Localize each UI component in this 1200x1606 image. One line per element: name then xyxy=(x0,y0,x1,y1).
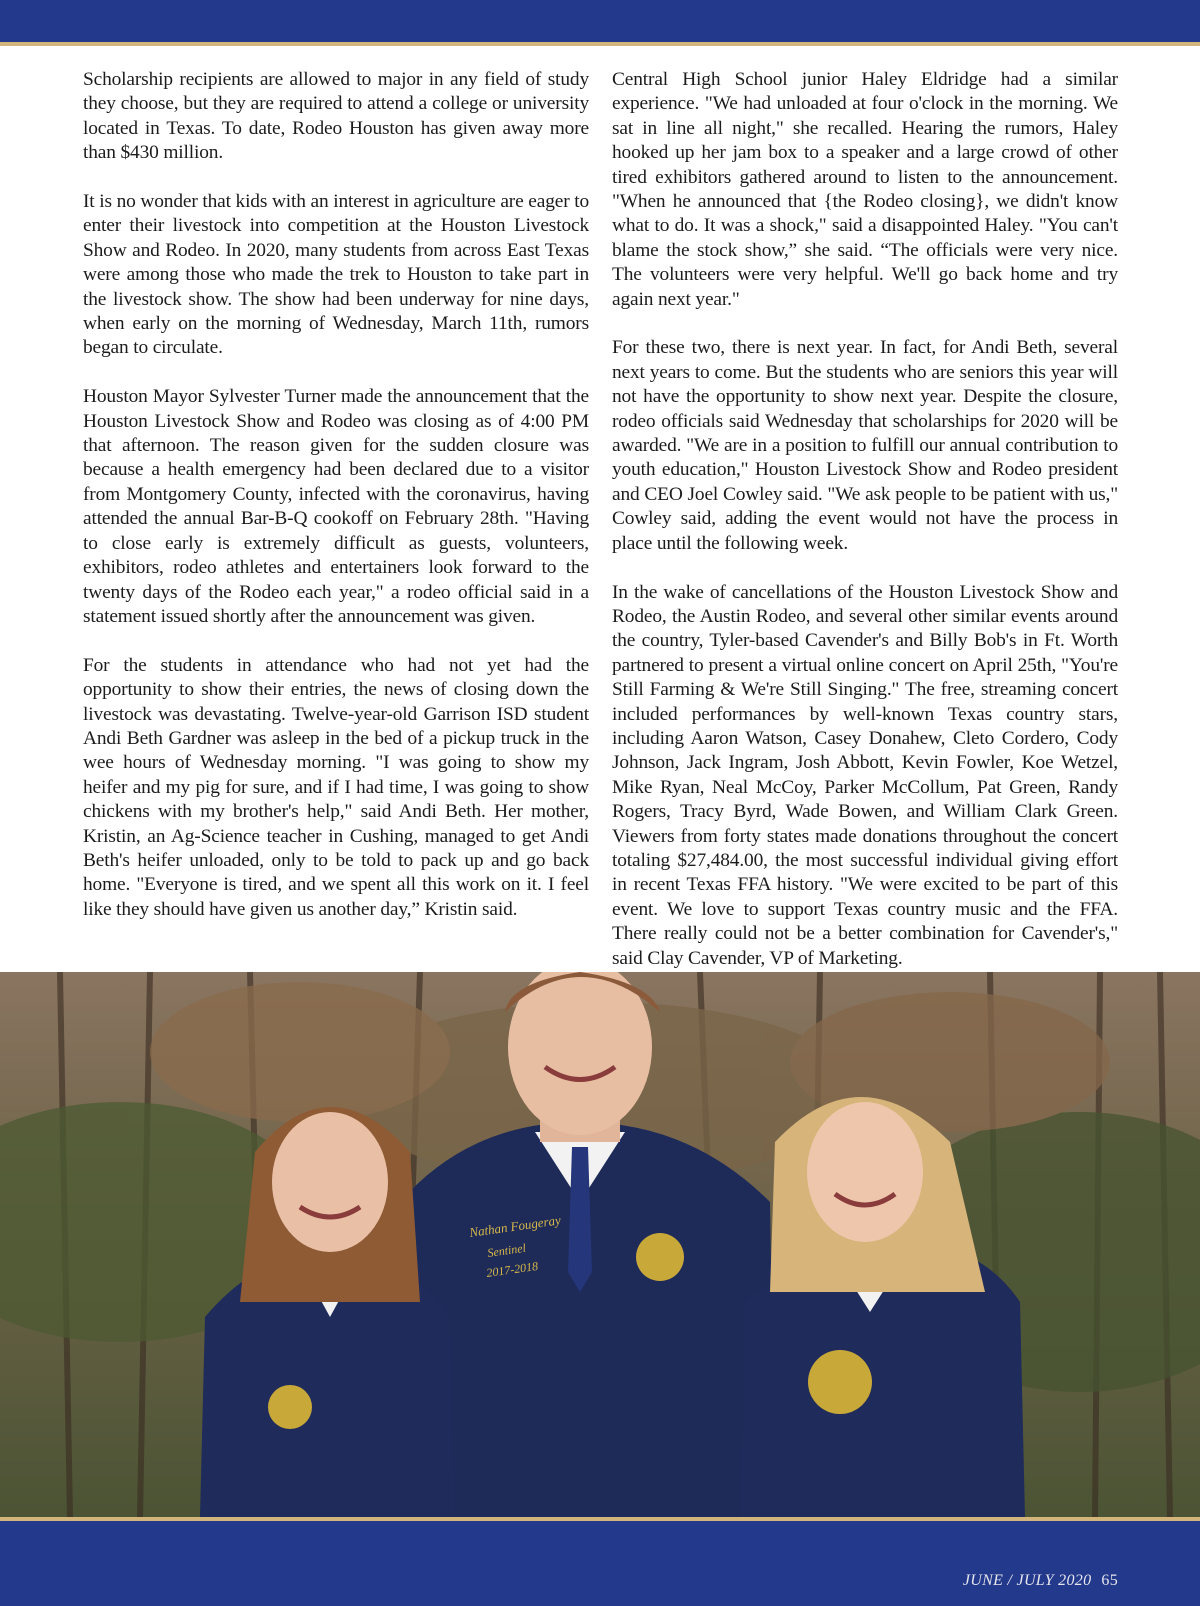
photo-illustration xyxy=(0,972,1200,1517)
jacket-embroidery-office: Sentinel xyxy=(486,1240,527,1260)
paragraph: Scholarship recipients are allowed to major in any field of study they choose, but they are required to attend a college or university located in Texas. To date, Rodeo Houston has given away more than $430 million. xyxy=(83,69,589,164)
ffa-emblem-icon xyxy=(808,1350,872,1414)
paragraph: Central High School junior Haley Eldridge had a similar experience. "We had unloaded at four o'clock in the morning. We sat in line all night," she recalled. Hearing the rumors, Haley hooked up her jam box to a speaker and a large crowd of other tired exhibitors gathered around to listen to the announcement. "When he announced that {the Rodeo closing}, we didn't know what to do. It was a shock," said a disappointed Haley. "You can't blame the stock show,” she said. “The officials were very nice. The volunteers were very helpful. We'll go back home and try again next year." xyxy=(612,69,1118,310)
paragraph: Houston Mayor Sylvester Turner made the announcement that the Houston Livestock Show and Rodeo was closing as of 4:00 PM that afternoon. The reason given for the sudden closure was because a health emergency had been declared due to a visitor from Montgomery County, infected with the coronavirus, having attended the annual Bar-B-Q cookoff on February 28th. "Having to close early is extremely difficult as guests, volunteers, exhibitors, rodeo athletes and entertainers look forward to the twenty days of the Rodeo each year," a rodeo official said in a statement issued shortly after the announcement was given. xyxy=(83,386,589,627)
folio xyxy=(963,1572,1118,1590)
top-header-band xyxy=(0,0,1200,46)
ffa-emblem-icon xyxy=(268,1385,312,1429)
footer-band xyxy=(0,1517,1200,1606)
ffa-emblem-icon xyxy=(636,1233,684,1281)
jacket-embroidery-name: Nathan Fougeray xyxy=(468,1212,562,1240)
article-right-column xyxy=(612,68,1118,995)
article-left-column xyxy=(83,68,589,947)
paragraph: For the students in attendance who had not yet had the opportunity to show their entries, the news of closing down the livestock was devastating. Twelve-year-old Garrison ISD student Andi Beth Gardner was asleep in the bed of a pickup truck in the wee hours of Wednesday morning. "I was going to show my heifer and my pig for sure, and if I had time, I was going to show chickens with my brother's help," said Andi Beth. Her mother, Kristin, an Ag-Science teacher in Cushing, managed to get Andi Beth's heifer unloaded, only to be told to pack up and go back home. "Everyone is tired, and we spent all this work on it. I feel like they should have given us another day,” Kristin said. xyxy=(83,654,589,920)
paragraph: It is no wonder that kids with an interest in agriculture are eager to enter their livestock into competition at the Houston Livestock Show and Rodeo. In 2020, many students from across East Texas were among those who made the trek to Houston to take part in the livestock show. The show had been underway for nine days, when early on the morning of Wednesday, March 11th, rumors began to circulate. xyxy=(83,191,589,359)
jacket-embroidery-year: 2017-2018 xyxy=(485,1258,539,1280)
paragraph: In the wake of cancellations of the Houston Livestock Show and Rodeo, the Austin Rodeo, and several other similar events around the country, Tyler-based Cavender's and Billy Bob's in Ft. Worth partnered to present a virtual online concert on April 25th, "You're Still Farming & We're Still Singing." The free, streaming concert included performances by well-known Texas country stars, including Aaron Watson, Casey Donahew, Cleto Cordero, Cody Johnson, Jack Ingram, Josh Abbott, Kevin Fowler, Koe Wetzel, Mike Ryan, Neal McCoy, Parker McCollum, Pat Green, Randy Rogers, Tracy Byrd, Wade Bowen, and William Clark Green. Viewers from forty states made donations throughout the concert totaling $27,484.00, the most successful individual giving effort in recent Texas FFA history. "We were excited to be part of this event. We love to support Texas country music and the FFA. There really could not be a better combination for Cavender's," said Clay Cavender, VP of Marketing. xyxy=(612,581,1118,969)
paragraph: For these two, there is next year. In fact, for Andi Beth, several next years to come. But the students who are seniors this year will not have the opportunity to show next year. Despite the closure, rodeo officials said Wednesday that scholarships for 2020 will be awarded. "We are in a position to fulfill our annual contribution to youth education," Houston Livestock Show and Rodeo president and CEO Joel Cowley said. "We ask people to be patient with us," Cowley said, adding the event would not have the process in place until the following week. xyxy=(612,337,1118,554)
issue-date: JUNE / JULY 2020 xyxy=(962,1572,1092,1589)
page-number: 65 xyxy=(1101,1572,1118,1589)
ffa-students-photo xyxy=(0,972,1200,1517)
